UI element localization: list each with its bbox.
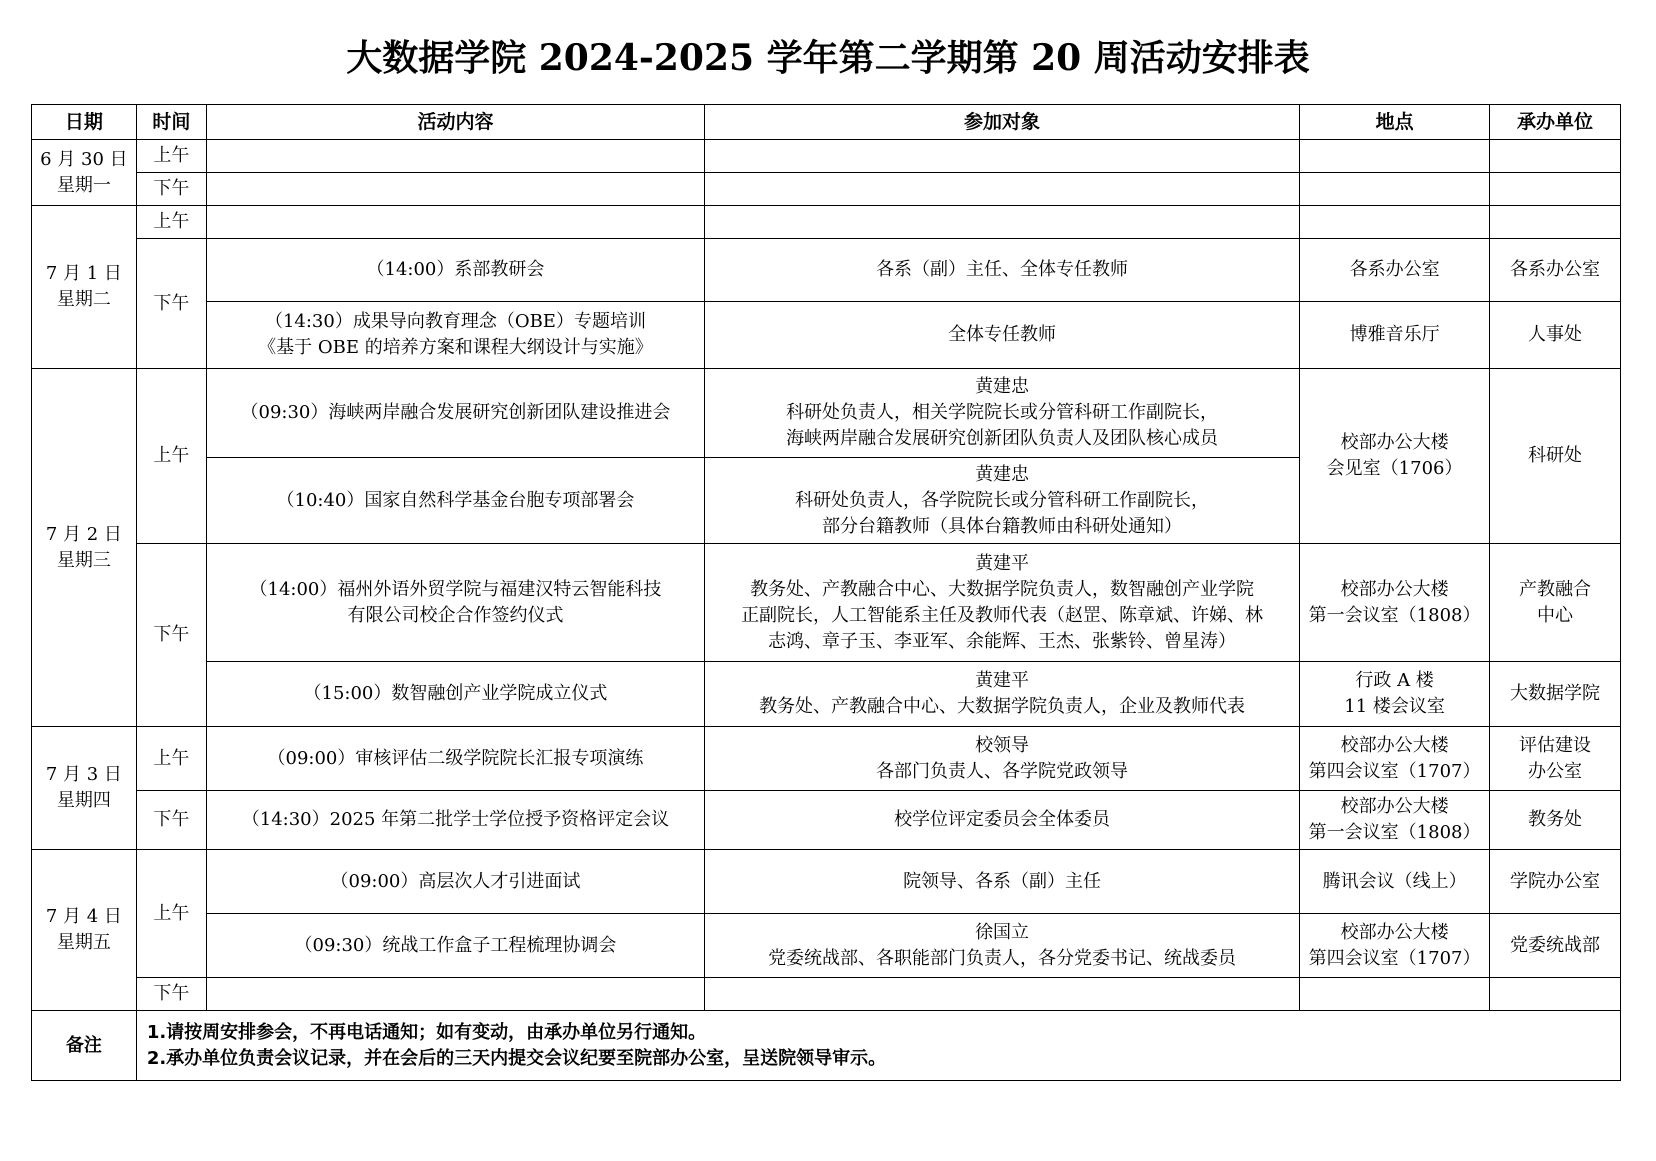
table-row — [32, 914, 1621, 978]
table-row — [32, 850, 1621, 914]
table-row — [32, 662, 1621, 727]
table-row — [32, 544, 1621, 662]
notes-row — [32, 1011, 1621, 1081]
page-title: 大数据学院 2024-2025 学年第二学期第 20 周活动安排表 — [346, 37, 1310, 79]
event-organizer: 人事处 — [1489, 302, 1620, 369]
time-cell: 上午 — [136, 369, 206, 544]
empty-cell — [704, 978, 1299, 1011]
event-location: 腾讯会议（线上） — [1300, 850, 1490, 914]
time-cell: 下午 — [136, 978, 206, 1011]
time-cell: 上午 — [136, 206, 206, 239]
event-location: 校部办公大楼 第一会议室（1808） — [1300, 544, 1490, 662]
event-organizer: 党委统战部 — [1489, 914, 1620, 978]
event-participants: 徐国立 党委统战部、各职能部门负责人，各分党委书记、统战委员 — [704, 914, 1299, 978]
empty-cell — [1489, 140, 1620, 173]
event-content: （15:00）数智融创产业学院成立仪式 — [207, 662, 705, 727]
event-location: 校部办公大楼 第四会议室（1707） — [1300, 914, 1490, 978]
event-location: 校部办公大楼 第四会议室（1707） — [1300, 727, 1490, 791]
date-cell-wed: 7 月 2 日 星期三 — [32, 369, 137, 727]
date-cell-mon: 6 月 30 日 星期一 — [32, 140, 137, 206]
header-participants: 参加对象 — [704, 105, 1299, 140]
event-content: （14:30）成果导向教育理念（OBE）专题培训 《基于 OBE 的培养方案和课程大纲设计与实施》 — [207, 302, 705, 369]
event-participants: 校学位评定委员会全体委员 — [704, 791, 1299, 850]
table-row — [32, 140, 1621, 173]
event-content: （09:30）统战工作盒子工程梳理协调会 — [207, 914, 705, 978]
notes-text — [136, 1011, 1620, 1081]
empty-cell — [1300, 140, 1490, 173]
header-row — [32, 105, 1621, 140]
table-row — [32, 239, 1621, 302]
event-participants: 黄建平 教务处、产教融合中心、大数据学院负责人，数智融创产业学院 正副院长，人工智能系主任及教师代表（赵罡、陈章斌、许娣、林 志鸿、章子玉、李亚军、余能辉、王杰、张紫铃、曾星涛） — [704, 544, 1299, 662]
event-participants: 黄建平 教务处、产教融合中心、大数据学院负责人，企业及教师代表 — [704, 662, 1299, 727]
table-row — [32, 302, 1621, 369]
event-content: （09:30）海峡两岸融合发展研究创新团队建设推进会 — [207, 369, 705, 458]
empty-cell — [207, 140, 705, 173]
event-participants: 校领导 各部门负责人、各学院党政领导 — [704, 727, 1299, 791]
time-cell: 下午 — [136, 791, 206, 850]
event-organizer: 大数据学院 — [1489, 662, 1620, 727]
empty-cell — [1300, 173, 1490, 206]
header-date: 日期 — [32, 105, 137, 140]
empty-cell — [207, 173, 705, 206]
event-organizer: 科研处 — [1489, 369, 1620, 544]
event-location: 各系办公室 — [1300, 239, 1490, 302]
time-cell: 上午 — [136, 727, 206, 791]
header-location: 地点 — [1300, 105, 1490, 140]
event-location: 博雅音乐厅 — [1300, 302, 1490, 369]
event-organizer: 产教融合 中心 — [1489, 544, 1620, 662]
empty-cell — [207, 978, 705, 1011]
table-row — [32, 206, 1621, 239]
table-row — [32, 978, 1621, 1011]
event-participants: 黄建忠 科研处负责人，相关学院院长或分管科研工作副院长， 海峡两岸融合发展研究创新团队负责人及团队核心成员 — [704, 369, 1299, 458]
event-content: （10:40）国家自然科学基金台胞专项部署会 — [207, 458, 705, 544]
event-content: （09:00）审核评估二级学院院长汇报专项演练 — [207, 727, 705, 791]
header-content: 活动内容 — [207, 105, 705, 140]
table-row — [32, 369, 1621, 458]
event-organizer: 各系办公室 — [1489, 239, 1620, 302]
event-content: （14:00）福州外语外贸学院与福建汉特云智能科技 有限公司校企合作签约仪式 — [207, 544, 705, 662]
time-cell: 下午 — [136, 239, 206, 369]
empty-cell — [1489, 978, 1620, 1011]
date-cell-fri: 7 月 4 日 星期五 — [32, 850, 137, 1011]
empty-cell — [704, 173, 1299, 206]
event-organizer: 学院办公室 — [1489, 850, 1620, 914]
event-organizer: 教务处 — [1489, 791, 1620, 850]
time-cell: 下午 — [136, 173, 206, 206]
event-content: （14:30）2025 年第二批学士学位授予资格评定会议 — [207, 791, 705, 850]
table-row — [32, 173, 1621, 206]
header-organizer: 承办单位 — [1489, 105, 1620, 140]
note-line-2: 2.承办单位负责会议记录，并在会后的三天内提交会议纪要至院部办公室，呈送院领导审示。 — [146, 1047, 887, 1069]
empty-cell — [1300, 206, 1490, 239]
notes-label: 备注 — [32, 1011, 137, 1081]
empty-cell — [207, 206, 705, 239]
table-row — [32, 791, 1621, 850]
empty-cell — [1489, 173, 1620, 206]
empty-cell — [704, 206, 1299, 239]
empty-cell — [1300, 978, 1490, 1011]
event-content: （09:00）高层次人才引进面试 — [207, 850, 705, 914]
time-cell: 上午 — [136, 140, 206, 173]
event-location: 行政 A 楼 11 楼会议室 — [1300, 662, 1490, 727]
time-cell: 下午 — [136, 544, 206, 727]
date-cell-tue: 7 月 1 日 星期二 — [32, 206, 137, 369]
event-participants: 全体专任教师 — [704, 302, 1299, 369]
date-cell-thu: 7 月 3 日 星期四 — [32, 727, 137, 850]
event-content: （14:00）系部教研会 — [207, 239, 705, 302]
event-participants: 各系（副）主任、全体专任教师 — [704, 239, 1299, 302]
schedule-table — [31, 104, 1621, 1081]
empty-cell — [704, 140, 1299, 173]
event-participants: 院领导、各系（副）主任 — [704, 850, 1299, 914]
note-line-1: 1.请按周安排参会，不再电话通知；如有变动，由承办单位另行通知。 — [146, 1021, 707, 1043]
table-row — [32, 727, 1621, 791]
time-cell: 上午 — [136, 850, 206, 978]
empty-cell — [1489, 206, 1620, 239]
event-participants: 黄建忠 科研处负责人，各学院院长或分管科研工作副院长， 部分台籍教师（具体台籍教师由科研处通知） — [704, 458, 1299, 544]
header-time: 时间 — [136, 105, 206, 140]
event-location: 校部办公大楼 第一会议室（1808） — [1300, 791, 1490, 850]
event-location: 校部办公大楼 会见室（1706） — [1300, 369, 1490, 544]
event-organizer: 评估建设 办公室 — [1489, 727, 1620, 791]
